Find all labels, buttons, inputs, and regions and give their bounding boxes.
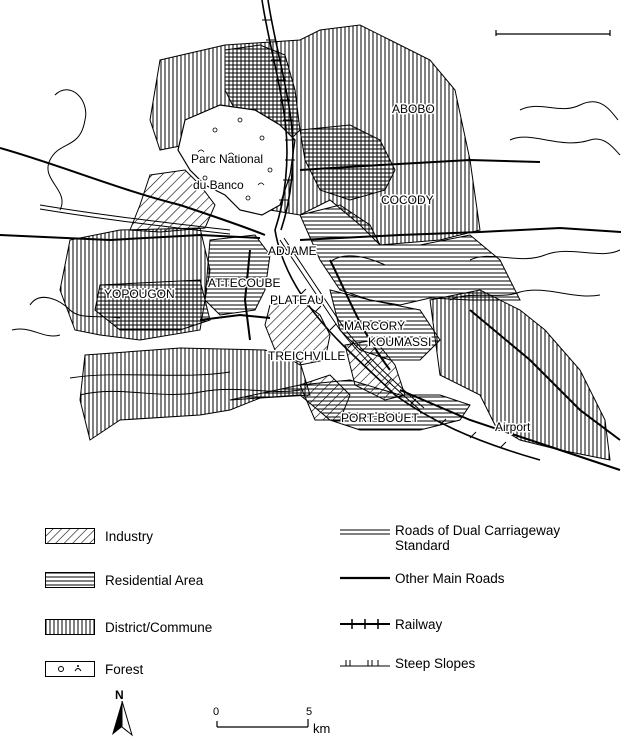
legend-railway bbox=[340, 616, 442, 632]
legend-residential-label: Residential Area bbox=[105, 572, 204, 588]
steep-slopes-swatch bbox=[340, 655, 390, 671]
label-marcory: MARCORY bbox=[344, 319, 406, 333]
north-label: N bbox=[115, 688, 124, 702]
legend-forest bbox=[45, 661, 143, 677]
scale-end: 5 bbox=[306, 706, 313, 718]
north-arrow-icon bbox=[110, 701, 134, 737]
legend-forest-label: Forest bbox=[105, 661, 144, 677]
legend-steep-slopes bbox=[340, 655, 475, 671]
label-abobo: ABOBO bbox=[392, 102, 435, 116]
label-adjame: ADJAME bbox=[268, 244, 317, 258]
residential-swatch bbox=[45, 572, 95, 588]
north-arrow bbox=[110, 688, 134, 738]
legend-residential bbox=[45, 572, 203, 588]
top-scale-bar bbox=[496, 30, 610, 36]
legend bbox=[0, 500, 621, 753]
legend-railway-label: Railway bbox=[395, 616, 443, 632]
industry-swatch bbox=[45, 528, 95, 544]
legend-main-roads bbox=[340, 570, 505, 586]
scale-bar bbox=[210, 705, 350, 745]
label-attecoube: ATTECOUBE bbox=[208, 276, 281, 290]
forest-swatch bbox=[45, 661, 95, 677]
legend-district-label: District/Commune bbox=[105, 619, 213, 635]
scale-start: 0 bbox=[213, 706, 220, 718]
main-roads-swatch bbox=[340, 570, 390, 586]
district-swatch bbox=[45, 619, 95, 635]
label-yopougon: YOPOUGON bbox=[104, 287, 175, 301]
legend-dual-roads-label-2: Standard bbox=[395, 538, 450, 553]
label-plateau: PLATEAU bbox=[270, 293, 324, 307]
dual-roads-swatch bbox=[340, 525, 390, 541]
label-cocody: COCODY bbox=[381, 193, 434, 207]
legend-dual-roads-text bbox=[395, 523, 560, 553]
label-parc-national: Parc National bbox=[191, 152, 264, 166]
legend-steep-slopes-label: Steep Slopes bbox=[395, 655, 476, 671]
railway-swatch bbox=[340, 616, 390, 632]
label-treichville: TREICHVILLE bbox=[268, 349, 346, 363]
legend-dual-roads-label-1: Roads of Dual Carriageway bbox=[395, 523, 561, 538]
legend-dual-roads bbox=[340, 523, 560, 553]
legend-industry-label: Industry bbox=[105, 528, 154, 544]
scale-unit: km bbox=[313, 721, 331, 736]
legend-main-roads-label: Other Main Roads bbox=[395, 570, 505, 586]
label-koumassi: KOUMASSI bbox=[368, 335, 432, 349]
label-du-banco: du Banco bbox=[193, 178, 244, 192]
legend-industry bbox=[45, 528, 153, 544]
label-port-bouet: PORT-BOUET bbox=[341, 411, 419, 425]
label-airport: Airport bbox=[495, 420, 531, 434]
legend-district bbox=[45, 619, 212, 635]
